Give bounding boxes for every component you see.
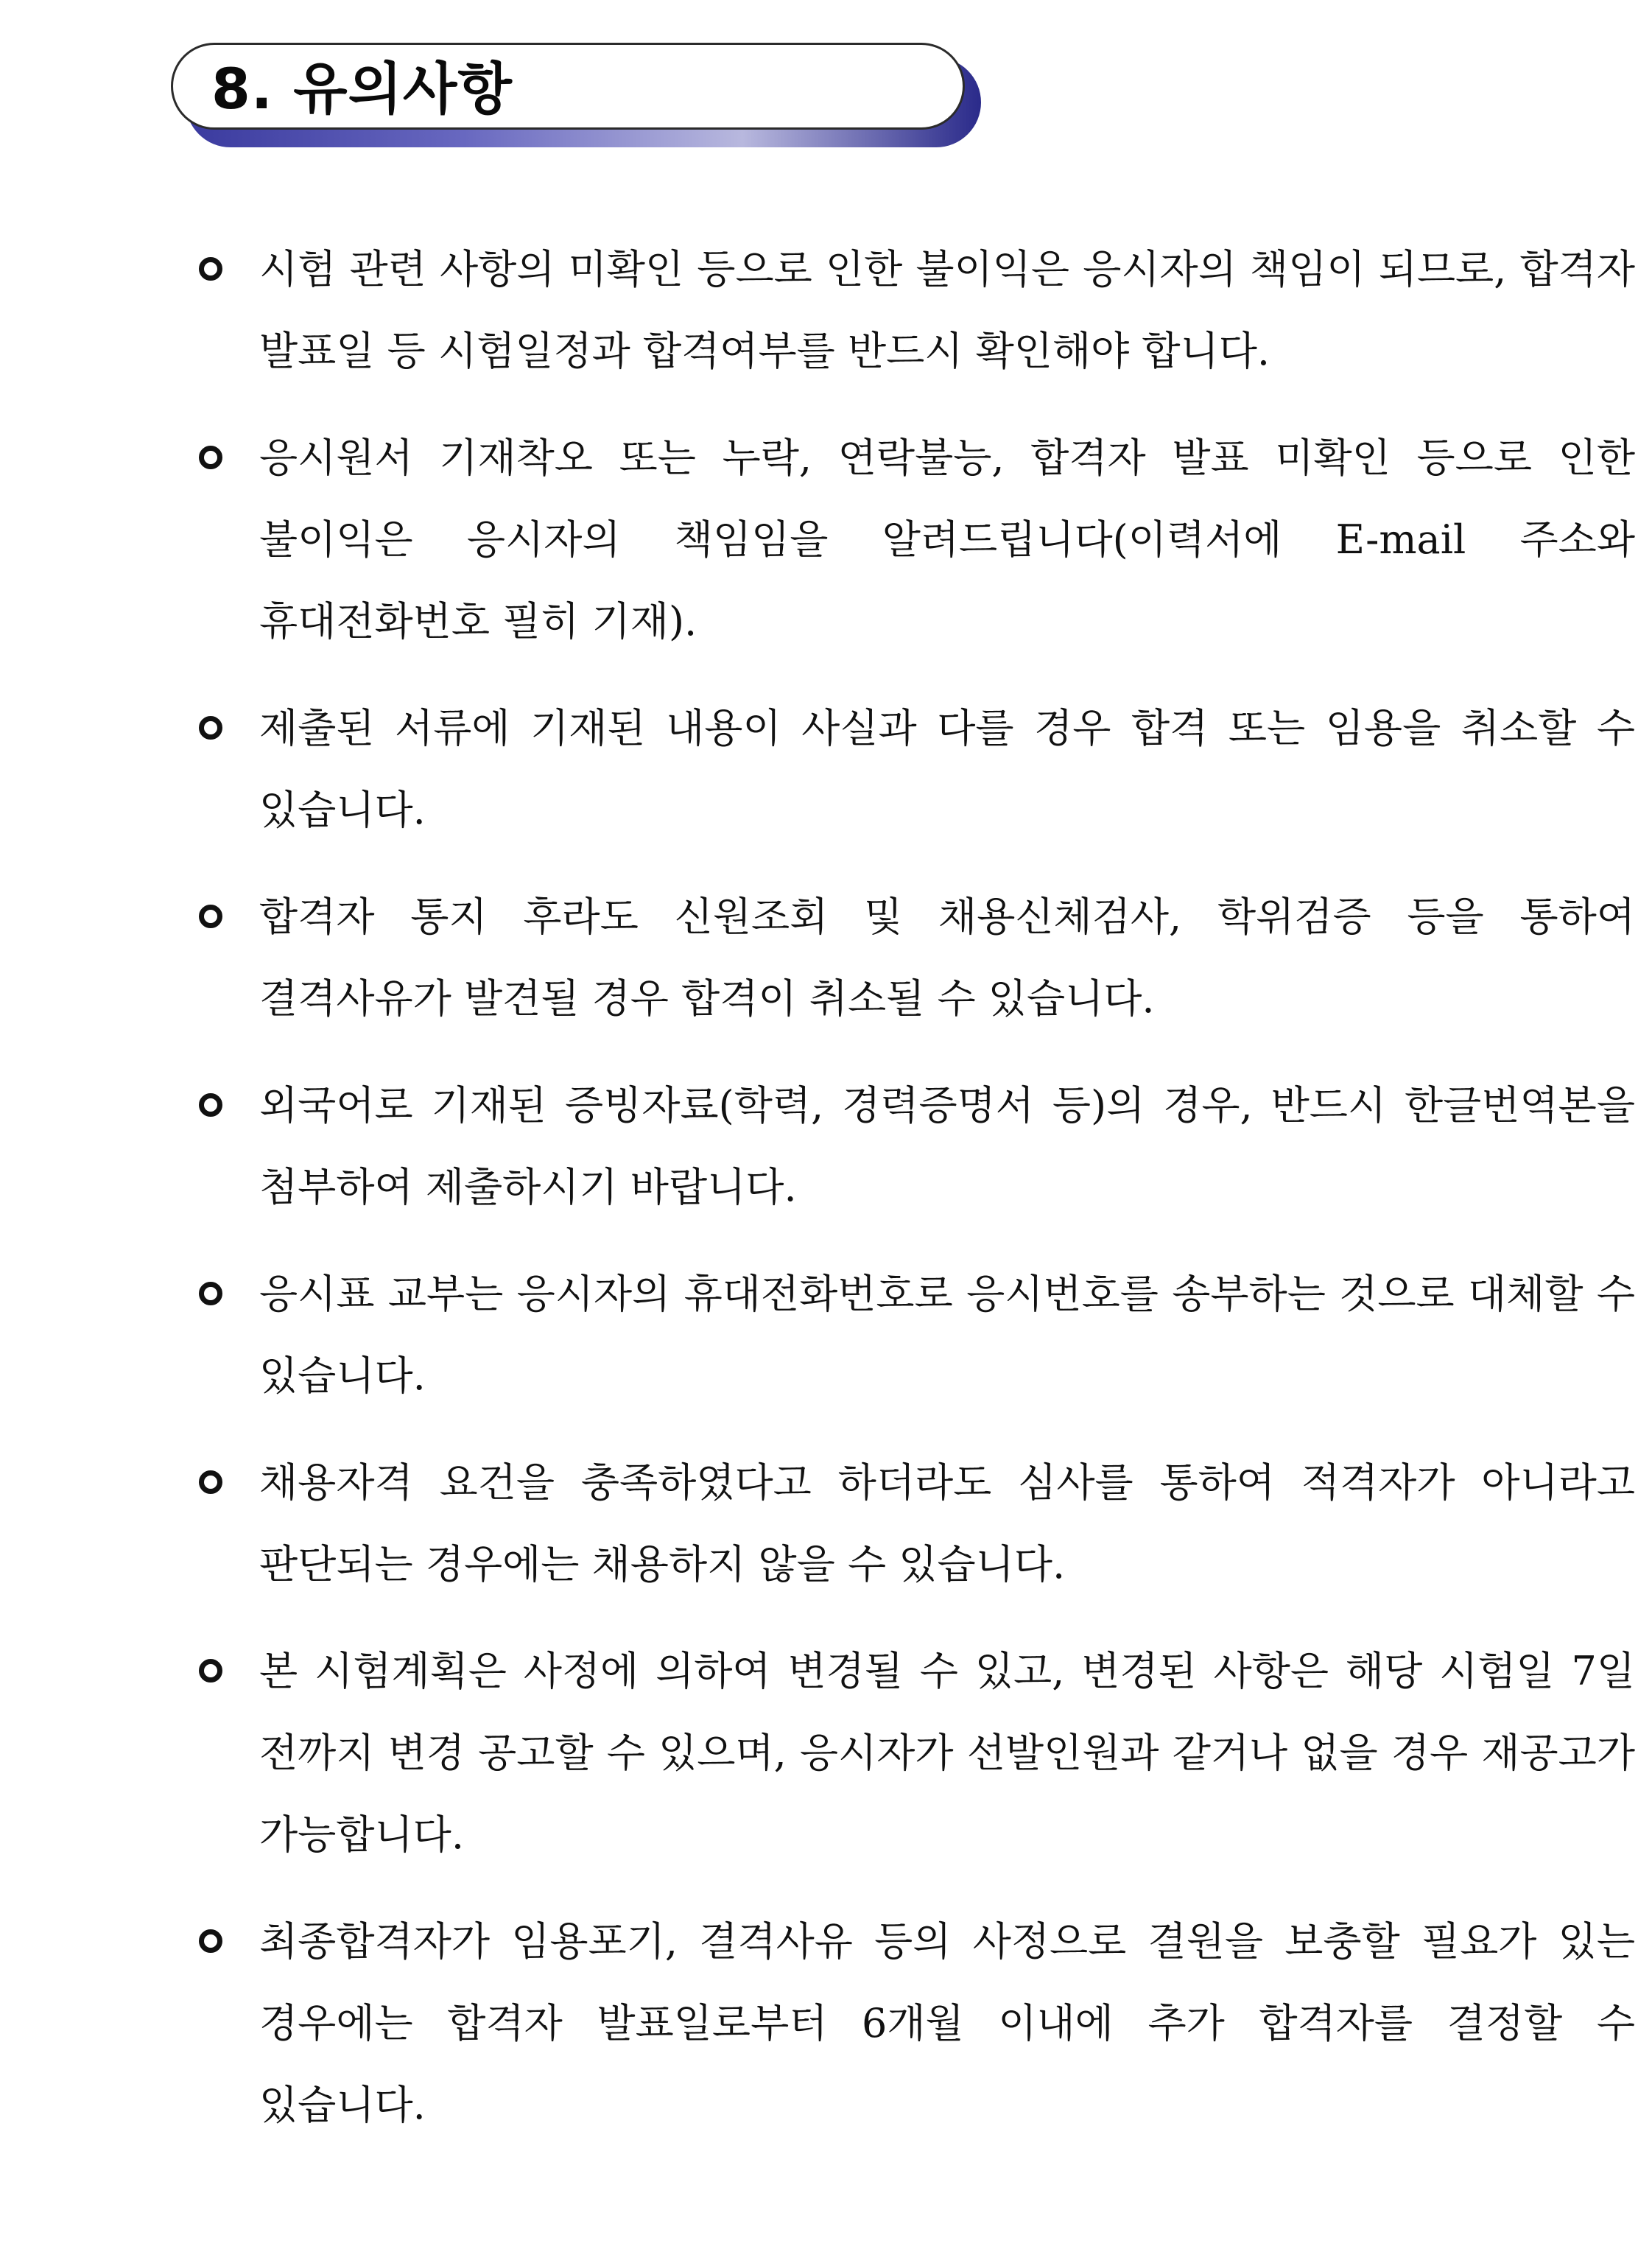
notice-text: 본 시험계획은 사정에 의하여 변경될 수 있고, 변경된 사항은 해당 시험일 7일 전까지 변경 공고할 수 있으며, 응시자가 선발인원과 같거나 없을 경우 재공고가 가능합니다.: [259, 1648, 1635, 1858]
circle-bullet-icon: [199, 1093, 222, 1117]
circle-bullet-icon: [199, 1470, 222, 1494]
notice-item: [191, 1064, 1635, 1228]
notice-text: 최종합격자가 임용포기, 결격사유 등의 사정으로 결원을 보충할 필요가 있는 경우에는 합격자 발표일로부터 6개월 이내에 추가 합격자를 결정할 수 있습니다.: [259, 1918, 1635, 2128]
notice-text: 채용자격 요건을 충족하였다고 하더라도 심사를 통하여 적격자가 아니라고 판단되는 경우에는 채용하지 않을 수 있습니다.: [259, 1459, 1635, 1587]
notice-item: [191, 876, 1635, 1039]
circle-bullet-icon: [199, 716, 222, 740]
notice-item: [191, 1901, 1635, 2146]
notice-item: [191, 228, 1635, 392]
circle-bullet-icon: [199, 1282, 222, 1305]
notice-item: [191, 417, 1635, 662]
notice-text: 응시표 교부는 응시자의 휴대전화번호로 응시번호를 송부하는 것으로 대체할 수 있습니다.: [259, 1271, 1635, 1399]
circle-bullet-icon: [199, 446, 222, 469]
notice-item: [191, 1630, 1635, 1876]
notice-item: [191, 687, 1635, 851]
circle-bullet-icon: [199, 257, 222, 281]
circle-bullet-icon: [199, 1929, 222, 1953]
section-title: 8. 유의사항: [211, 56, 513, 122]
notice-text: 시험 관련 사항의 미확인 등으로 인한 불이익은 응시자의 책임이 되므로, 합격자 발표일 등 시험일정과 합격여부를 반드시 확인해야 합니다.: [259, 246, 1635, 374]
notice-list: [191, 228, 1635, 2171]
circle-bullet-icon: [199, 905, 222, 928]
notice-text: 합격자 통지 후라도 신원조회 및 채용신체검사, 학위검증 등을 통하여 결격사유가 발견될 경우 합격이 취소될 수 있습니다.: [259, 894, 1635, 1022]
notice-text: 외국어로 기재된 증빙자료(학력, 경력증명서 등)의 경우, 반드시 한글번역본을 첨부하여 제출하시기 바랍니다.: [259, 1082, 1635, 1210]
notice-text: 응시원서 기재착오 또는 누락, 연락불능, 합격자 발표 미확인 등으로 인한 불이익은 응시자의 책임임을 알려드립니다(이력서에 E-mail 주소와 휴대전화번호 필히 기재).: [259, 435, 1635, 645]
notice-item: [191, 1442, 1635, 1605]
heading-box: [171, 43, 965, 130]
notice-text: 제출된 서류에 기재된 내용이 사실과 다를 경우 합격 또는 임용을 취소할 수 있습니다.: [259, 705, 1635, 833]
section-heading: [171, 43, 985, 150]
circle-bullet-icon: [199, 1659, 222, 1683]
notice-item: [191, 1253, 1635, 1417]
